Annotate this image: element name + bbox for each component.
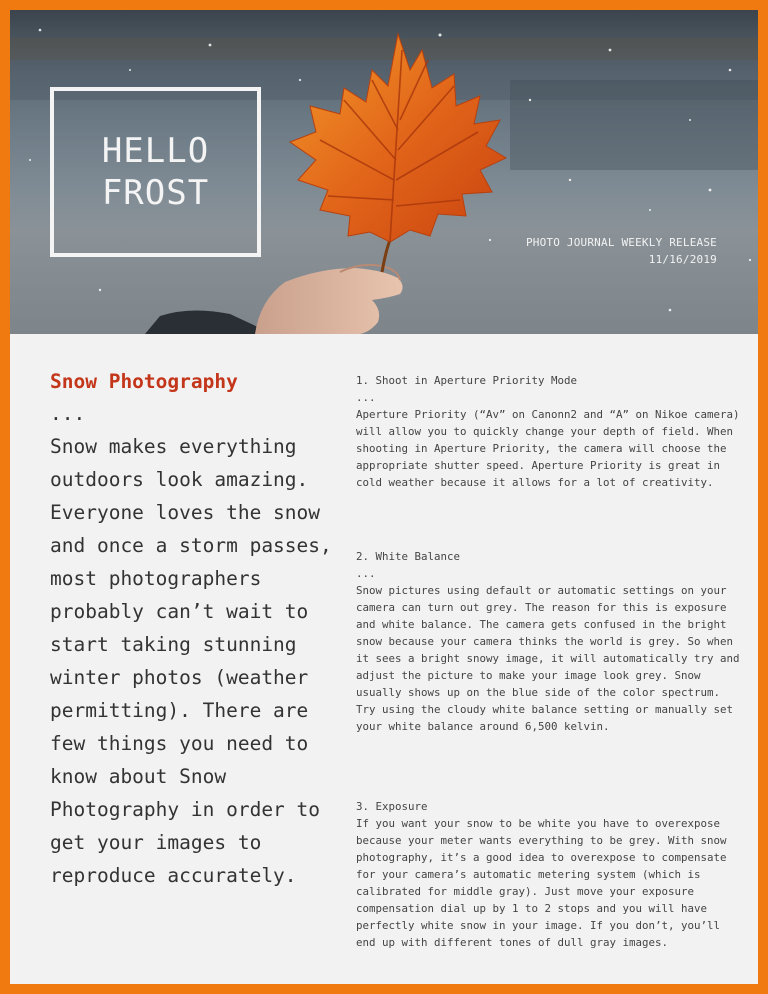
title-box bbox=[50, 87, 261, 257]
article-heading: Snow Photography bbox=[50, 370, 238, 393]
intro-text: Snow makes everything outdoors look amazing. Everyone loves the snow and once a storm passes, most photographers probably can’t wait to start taking stunning winter photos (weather permitting). There are few things you need to know about Snow Photography in order to get your images to reproduce accurately. bbox=[50, 435, 332, 887]
tip-section-3 bbox=[356, 798, 746, 951]
tip-title: 1. Shoot in Aperture Priority Mode bbox=[356, 374, 578, 387]
title-line-1: HELLO bbox=[101, 131, 210, 171]
tip-dots: ... bbox=[356, 567, 376, 580]
intro-column bbox=[50, 367, 340, 892]
tip-body: If you want your snow to be white you have to overexpose because your meter wants everything to be grey. With snow photography, it’s a good idea to overexpose to compensate for your camera’s automatic metering system (which is calibrated for middle gray). Just move your exposure compensation dial up by 1 to 2 stops and you will have perfectly white snow in your image. If you don’t, you’ll end up with different tones of dull gray images. bbox=[356, 817, 727, 949]
release-date: 11/16/2019 bbox=[648, 253, 717, 266]
release-info bbox=[526, 234, 717, 268]
tip-body: Snow pictures using default or automatic settings on your camera can turn out grey. The reason for this is exposure and white balance. The camera gets confused in the bright snow because your camera thinks the world is grey. So when it sees a bright snowy image, it will automatically try and adjust the picture to make your image look grey. Snow usually shows up on the blue side of the color spectrum. Try using the cloudy white balance setting or manually set your white balance around 6,500 kelvin. bbox=[356, 584, 740, 733]
page bbox=[10, 10, 758, 984]
title-line-2: FROST bbox=[101, 173, 210, 213]
tip-title: 2. White Balance bbox=[356, 550, 461, 563]
hero-banner bbox=[10, 10, 758, 334]
release-label: PHOTO JOURNAL WEEKLY RELEASE bbox=[525, 236, 717, 249]
tip-title: 3. Exposure bbox=[356, 800, 428, 813]
tip-section-1 bbox=[356, 372, 746, 491]
tip-body: Aperture Priority (“Av” on Canonn2 and “A” on Nikoe camera) will allow you to quickly change your depth of field. When shooting in Aperture Priority, the camera will choose the appropriate shutter speed. Aperture Priority is great in cold weather because it allows for a lot of creativity. bbox=[356, 408, 740, 489]
intro-dots: ... bbox=[50, 402, 86, 425]
tip-section-2 bbox=[356, 548, 746, 735]
tip-dots: ... bbox=[356, 391, 376, 404]
